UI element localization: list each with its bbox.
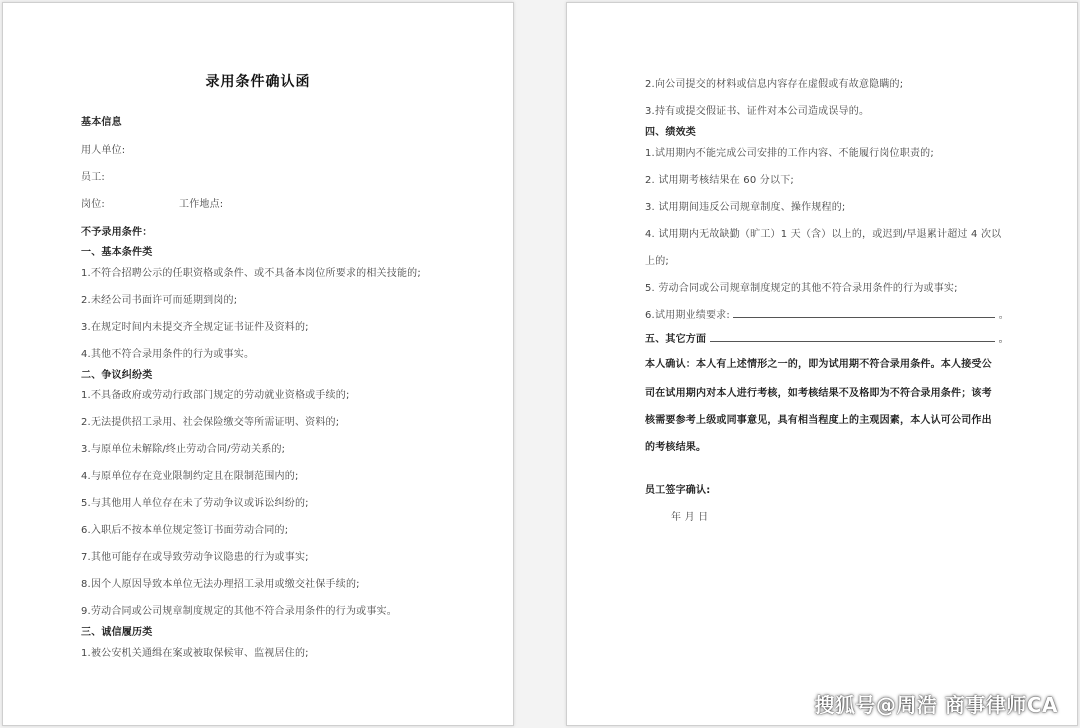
- list-item: 5. 劳动合同或公司规章制度规定的其他不符合录用条件的行为或事实;: [645, 283, 958, 294]
- list-item: 8.因个人原因导致本单位无法办理招工录用或缴交社保手续的;: [81, 579, 360, 590]
- list-item: 9.劳动合同或公司规章制度规定的其他不符合录用条件的行为或事实。: [81, 606, 397, 617]
- list-item: 4. 试用期内无故缺勤（旷工）1 天（含）以上的，或迟到/早退累计超过 4 次以: [645, 229, 1002, 240]
- list-item: 2. 试用期考核结果在 60 分以下;: [645, 175, 794, 186]
- document-page-right: [566, 2, 1078, 726]
- confirmation-line: 核需要参考上级或同事意见，具有相当程度上的主观因素，本人认可公司作出: [645, 415, 992, 426]
- list-item: 1.不符合招聘公示的任职资格或条件、或不具备本岗位所要求的相关技能的;: [81, 268, 421, 279]
- list-item: 3. 试用期间违反公司规章制度、操作规程的;: [645, 202, 846, 213]
- fill-in-line: [710, 331, 995, 342]
- section-heading: 一、基本条件类: [81, 247, 153, 258]
- list-item: 7.其他可能存在或导致劳动争议隐患的行为或事实;: [81, 552, 309, 563]
- list-item: 6.入职后不按本单位规定签订书面劳动合同的;: [81, 525, 289, 536]
- document-title: 录用条件确认函: [205, 74, 311, 90]
- confirmation-line: 本人确认：本人有上述情形之一的，即为试用期不符合录用条件。本人接受公: [645, 359, 992, 370]
- list-item: 2.无法提供招工录用、社会保险缴交等所需证明、资料的;: [81, 417, 340, 428]
- list-item: 2.向公司提交的材料或信息内容存在虚假或有故意隐瞒的;: [645, 79, 904, 90]
- document-page-left: [2, 2, 514, 726]
- conditions-heading: 不予录用条件：: [81, 227, 153, 238]
- date-label: 年 月 日: [671, 512, 709, 523]
- list-item: 4.与原单位存在竞业限制约定且在限制范围内的;: [81, 471, 299, 482]
- list-item: 2.未经公司书面许可而延期到岗的;: [81, 295, 238, 306]
- employer-label: 用人单位:: [81, 145, 126, 156]
- signature-label: 员工签字确认:: [645, 485, 711, 496]
- period-mark: 。: [998, 334, 1009, 345]
- fill-in-line: [733, 307, 995, 318]
- position-label: 岗位:: [81, 199, 105, 210]
- list-item: 3.在规定时间内未提交齐全规定证书证件及资料的;: [81, 322, 309, 333]
- list-item-label: 6.试用期业绩要求:: [645, 310, 730, 321]
- list-item: 1.被公安机关通缉在案或被取保候审、监视居住的;: [81, 648, 309, 659]
- list-item: 3.与原单位未解除/终止劳动合同/劳动关系的;: [81, 444, 286, 455]
- performance-requirement-row: [645, 306, 1009, 321]
- list-item: 上的;: [645, 256, 669, 267]
- list-item: 5.与其他用人单位存在未了劳动争议或诉讼纠纷的;: [81, 498, 309, 509]
- watermark: 搜狐号@周浩 商事律师CA: [814, 693, 1058, 717]
- period-mark: 。: [998, 310, 1009, 321]
- list-item: 4.其他不符合录用条件的行为或事实。: [81, 349, 255, 360]
- list-item: 1.不具备政府或劳动行政部门规定的劳动就业资格或手续的;: [81, 390, 350, 401]
- confirmation-line: 司在试用期内对本人进行考核，如考核结果不及格即为不符合录用条件；该考: [645, 388, 992, 399]
- list-item: 1.试用期内不能完成公司安排的工作内容、不能履行岗位职责的;: [645, 148, 934, 159]
- employee-label: 员工:: [81, 172, 105, 183]
- section-heading: 五、其它方面: [645, 334, 707, 345]
- location-label: 工作地点:: [179, 199, 224, 210]
- basic-info-heading: 基本信息: [81, 117, 122, 128]
- list-item: 3.持有或提交假证书、证件对本公司造成误导的。: [645, 106, 870, 117]
- section-heading: 四、绩效类: [645, 127, 696, 138]
- section-heading: 二、争议纠纷类: [81, 370, 153, 381]
- other-aspects-row: [645, 330, 1009, 345]
- confirmation-line: 的考核结果。: [645, 442, 707, 453]
- section-heading: 三、诚信履历类: [81, 627, 153, 638]
